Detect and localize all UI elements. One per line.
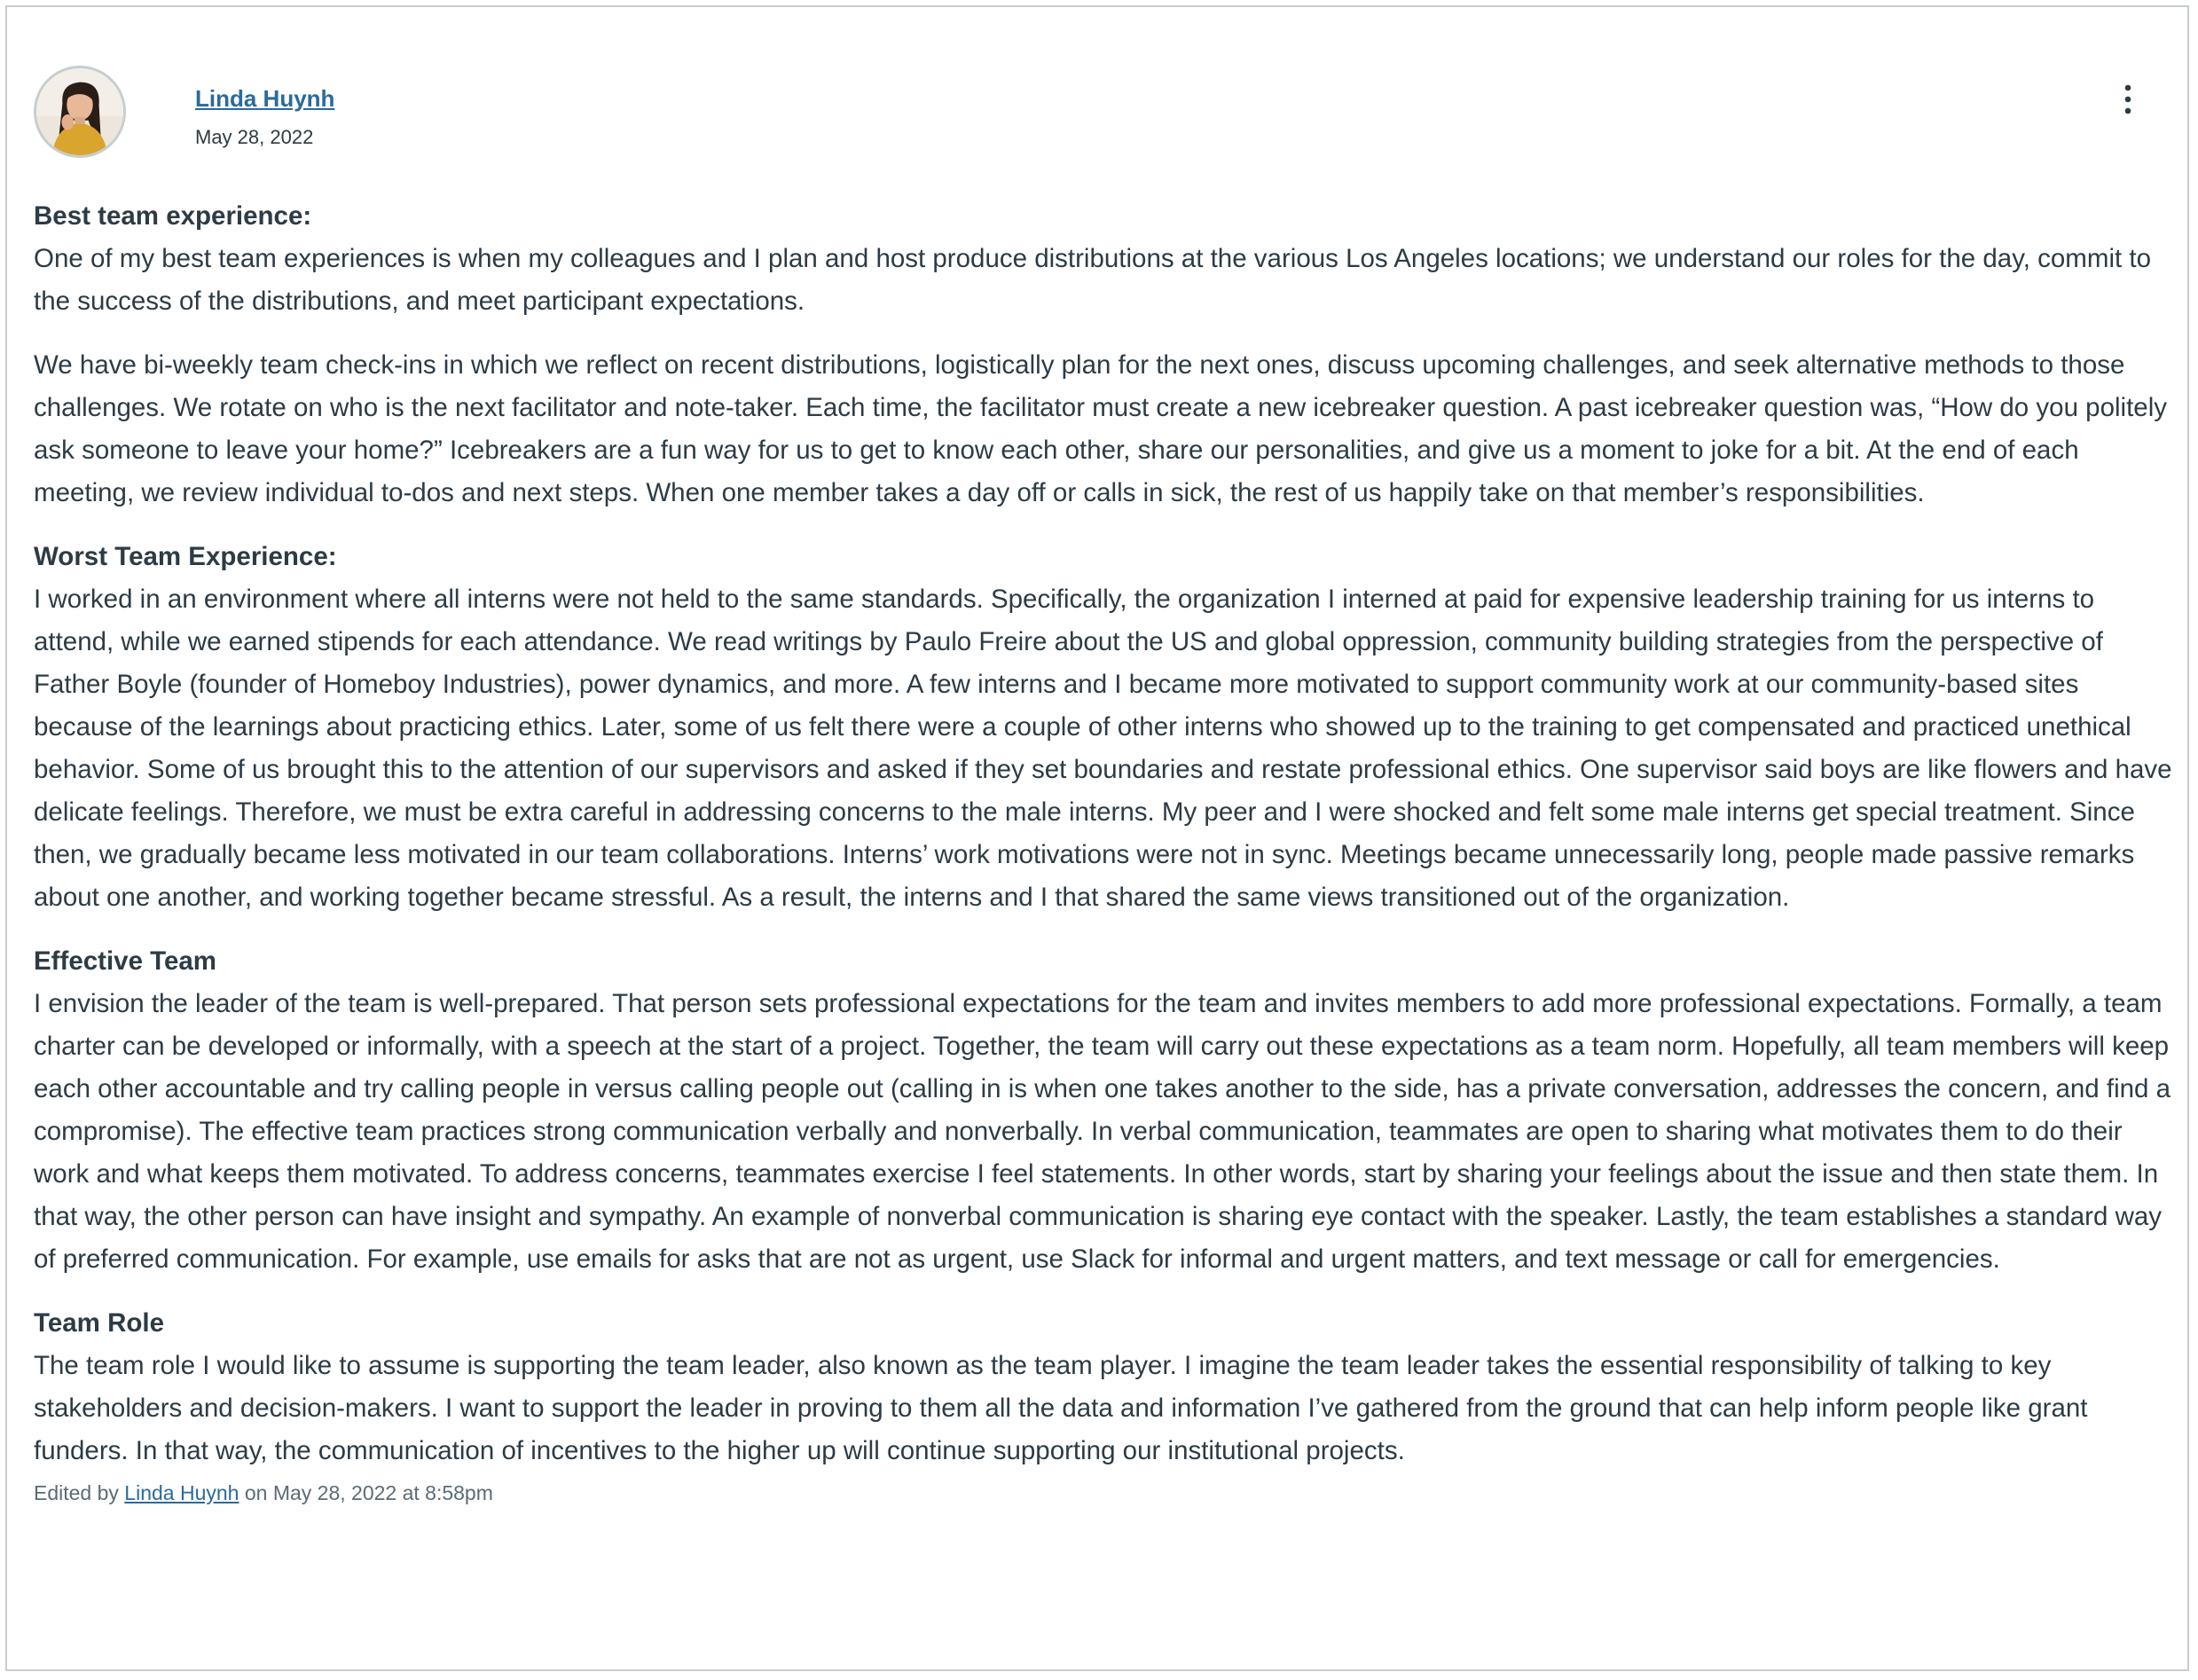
- section-heading: Best team experience:: [34, 201, 312, 231]
- discussion-post: [5, 5, 2189, 1671]
- edited-info: [34, 1480, 2180, 1506]
- more-vertical-icon: [2115, 82, 2141, 117]
- person-photo-icon: [36, 68, 123, 155]
- paragraph: We have bi-weekly team check-ins in which we reflect on recent distributions, logistically plan for the next ones, discuss upcoming challenges, and seek alternative methods to those challenges. We rotate on who is the next facilitator and note-taker. Each time, the facilitator must create a new icebreaker question. A past icebreaker question was, “How do you politely ask someone to leave your home?” Icebreakers are a fun way for us to get to know each other, share our personalities, and give us a moment to joke for a bit. At the end of each meeting, we review individual to-dos and next steps. When one member takes a day off or calls in sick, the rest of us happily take on that member’s responsibilities.: [34, 350, 2167, 507]
- author-name-link[interactable]: Linda Huynh: [195, 85, 335, 112]
- paragraph: The team role I would like to assume is supporting the team leader, also known as the team player. I imagine the team leader takes the essential responsibility of talking to key stakeholders and decision-makers. I want to support the leader in proving to them all the data and information I’ve gathered from the ground that can help inform people like grant funders. In that way, the communication of incentives to the higher up will continue supporting our institutional projects.: [34, 1351, 2088, 1465]
- editor-name-link[interactable]: Linda Huynh: [124, 1481, 239, 1504]
- edited-prefix: Edited by: [34, 1481, 119, 1504]
- more-options-button[interactable]: [2115, 82, 2141, 117]
- paragraph: One of my best team experiences is when my colleagues and I plan and host produce distributions at the various Los Angeles locations; we understand our roles for the day, commit to the success of the distributions, and meet participant expectations.: [34, 244, 2151, 316]
- section-heading: Worst Team Experience:: [34, 542, 337, 571]
- post-body: [34, 195, 2180, 1506]
- post-date: May 28, 2022: [195, 126, 314, 148]
- edited-suffix: on May 28, 2022 at 8:58pm: [244, 1481, 493, 1504]
- paragraph: I envision the leader of the team is well-prepared. That person sets professional expectations for the team and invites members to add more professional expectations. Formally, a team charter can be developed or informally, with a speech at the start of a project. Together, the team will carry out these expectations as a team norm. Hopefully, all team members will keep each other accountable and try calling people in versus calling people out (calling in is when one takes another to the side, has a private conversation, addresses the concern, and find a compromise). The effective team practices strong communication verbally and nonverbally. In verbal communication, teammates are open to sharing what motivates them to do their work and what keeps them motivated. To address concerns, teammates exercise I feel statements. In other words, start by sharing your feelings about the issue and then state them. In that way, the other person can have insight and sympathy. An example of nonverbal communication is sharing eye contact with the speaker. Lastly, the team establishes a standard way of preferred communication. For example, use emails for asks that are not as urgent, use Slack for informal and urgent matters, and text message or call for emergencies.: [34, 989, 2171, 1274]
- section-heading: Effective Team: [34, 946, 217, 976]
- avatar[interactable]: [34, 66, 126, 158]
- section-heading: Team Role: [34, 1308, 164, 1338]
- paragraph: I worked in an environment where all interns were not held to the same standards. Specifically, the organization I interned at paid for expensive leadership training for us interns to attend, while we earned stipends for each attendance. We read writings by Paulo Freire about the US and global oppression, community building strategies from the perspective of Father Boyle (founder of Homeboy Industries), power dynamics, and more. A few interns and I became more motivated to support community work at our community-based sites because of the learnings about practicing ethics. Later, some of us felt there were a couple of other interns who showed up to the training to get compensated and practiced unethical behavior. Some of us brought this to the attention of our supervisors and asked if they set boundaries and restate professional ethics. One supervisor said boys are like flowers and have delicate feelings. Therefore, we must be extra careful in addressing concerns to the male interns. My peer and I were shocked and felt some male interns get special treatment. Since then, we gradually became less motivated in our team collaborations. Interns’ work motivations were not in sync. Meetings became unnecessarily long, people made passive remarks about one another, and working together became stressful. As a result, the interns and I that shared the same views transitioned out of the organization.: [34, 585, 2172, 912]
